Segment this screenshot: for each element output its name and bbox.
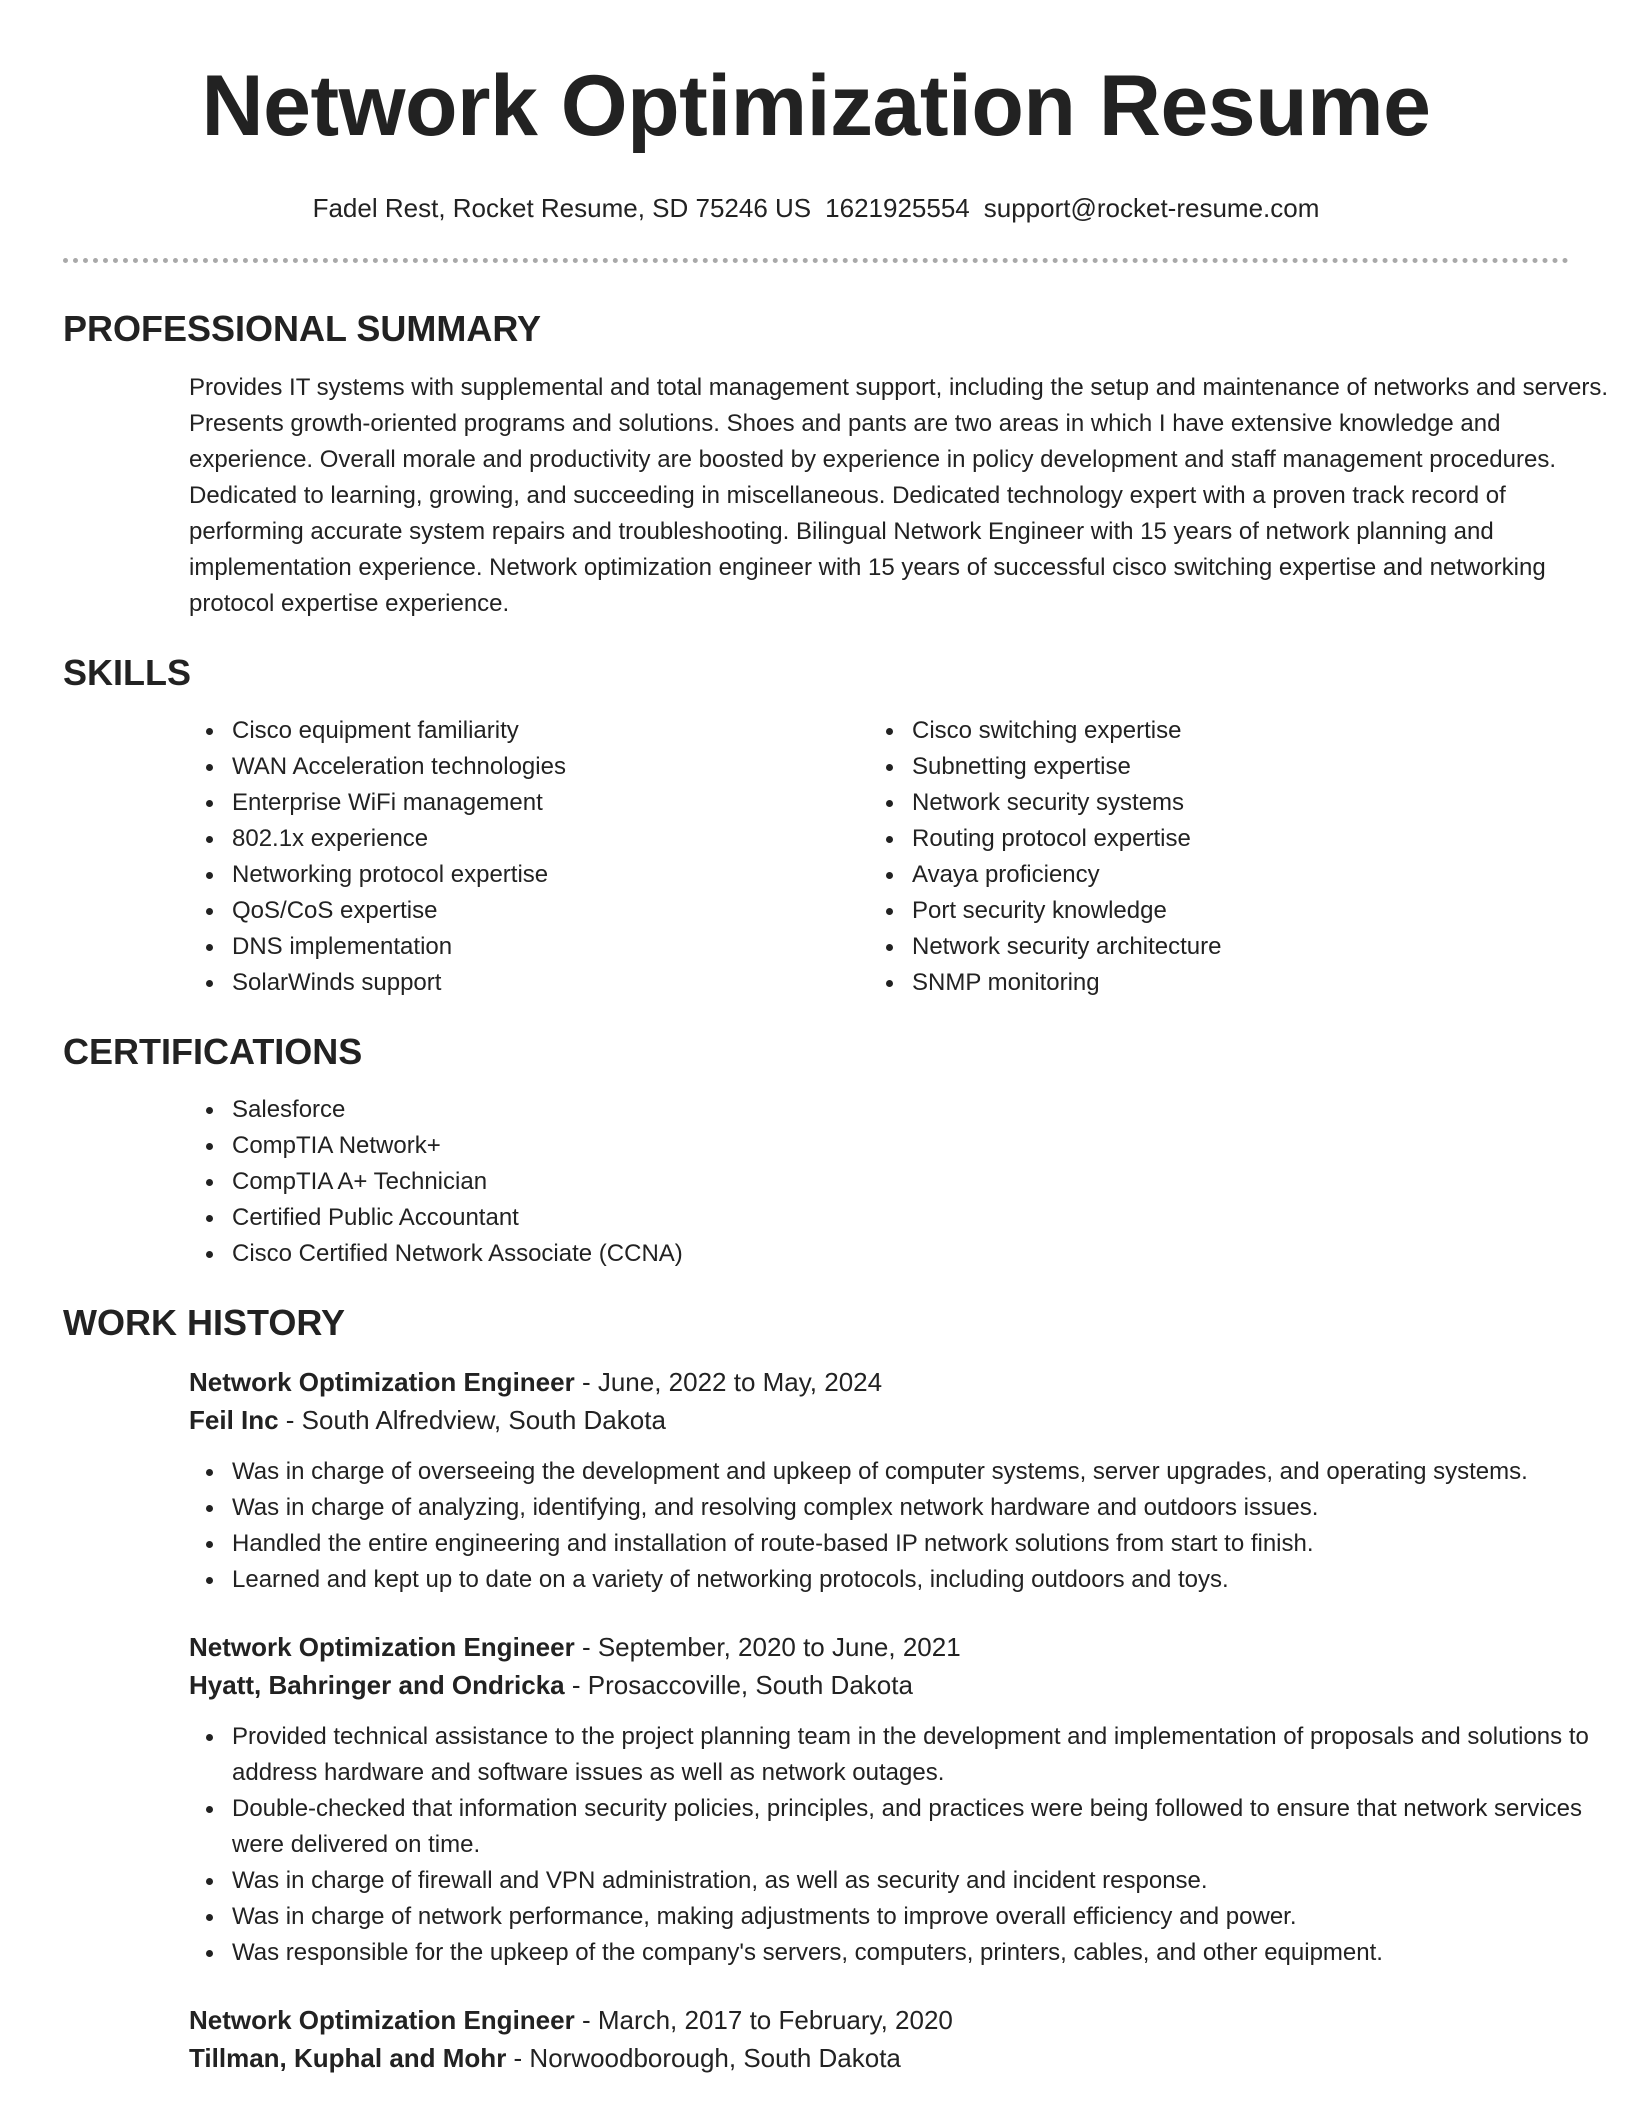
summary-heading: PROFESSIONAL SUMMARY	[63, 308, 542, 349]
job-location: - Norwoodborough, South Dakota	[506, 2043, 901, 2073]
job-title-line	[189, 2001, 1569, 2039]
certifications-list	[189, 1092, 1569, 1272]
skill-item: DNS implementation	[189, 929, 869, 965]
skill-item: Cisco switching expertise	[869, 713, 1549, 749]
certification-item: Certified Public Accountant	[189, 1200, 1569, 1236]
contact-phone: 1621925554	[825, 193, 970, 223]
contact-address: Fadel Rest, Rocket Resume, SD 75246 US	[312, 193, 812, 223]
certification-item: Cisco Certified Network Associate (CCNA)	[189, 1236, 1569, 1272]
skill-item: Network security systems	[869, 785, 1549, 821]
work-history-heading: WORK HISTORY	[63, 1302, 346, 1343]
skill-item: 802.1x experience	[189, 821, 869, 857]
skill-item: WAN Acceleration technologies	[189, 749, 869, 785]
job-company: Feil Inc	[189, 1405, 279, 1435]
job-title: Network Optimization Engineer	[189, 1632, 575, 1662]
skill-item: Avaya proficiency	[869, 857, 1549, 893]
skills-left-column	[189, 713, 869, 1001]
skill-item: Subnetting expertise	[869, 749, 1549, 785]
summary-text: Provides IT systems with supplemental and total management support, including the setup and maintenance of networks and servers. Presents growth-oriented programs and solutions. Shoes and pants are two areas in which I have extensive knowledge and experience. Overall morale and productivity are boosted by experience in policy development and staff management procedures. Dedicated to learning, growing, and succeeding in miscellaneous. Dedicated technology expert with a proven track record of performing accurate system repairs and troubleshooting. Bilingual Network Engineer with 15 years of network planning and implementation experience. Network optimization engineer with 15 years of successful cisco switching expertise and networking protocol expertise experience.	[189, 374, 1608, 617]
skill-item: Enterprise WiFi management	[189, 785, 869, 821]
skill-item: Cisco equipment familiarity	[189, 713, 869, 749]
job-bullet: Was responsible for the upkeep of the company's servers, computers, printers, cables, and other equipment.	[189, 1935, 1632, 1971]
job-bullet: Handled the entire engineering and installation of route-based IP network solutions from start to finish.	[189, 1526, 1632, 1562]
certification-item: CompTIA A+ Technician	[189, 1164, 1569, 1200]
job-entry	[189, 1363, 1569, 1598]
job-bullets	[189, 1454, 1632, 1598]
job-location: - Prosaccoville, South Dakota	[564, 1670, 913, 1700]
skills-heading: SKILLS	[63, 652, 192, 693]
job-location: - South Alfredview, South Dakota	[278, 1405, 666, 1435]
job-title-line	[189, 1628, 1569, 1666]
job-bullets	[189, 1719, 1632, 1971]
contact-email[interactable]: support@rocket-resume.com	[983, 193, 1320, 223]
job-entry	[189, 1628, 1589, 1971]
contact-line	[63, 192, 1569, 224]
job-dates: - September, 2020 to June, 2021	[574, 1632, 961, 1662]
job-title-line	[189, 1363, 1569, 1401]
job-bullet: Learned and kept up to date on a variety of networking protocols, including outdoors and toys.	[189, 1562, 1632, 1598]
job-bullet: Was in charge of network performance, making adjustments to improve overall efficiency and power.	[189, 1899, 1632, 1935]
skills-right-column	[869, 713, 1549, 1001]
skills-list	[189, 713, 1569, 1001]
skill-item: Network security architecture	[869, 929, 1549, 965]
skill-item: Routing protocol expertise	[869, 821, 1549, 857]
job-company: Hyatt, Bahringer and Ondricka	[189, 1670, 565, 1700]
certifications-heading: CERTIFICATIONS	[63, 1031, 363, 1072]
skill-item: SNMP monitoring	[869, 965, 1549, 1001]
job-title: Network Optimization Engineer	[189, 1367, 575, 1397]
job-bullet: Provided technical assistance to the project planning team in the development and implementation of proposals and solutions to address hardware and software issues as well as network outages.	[189, 1719, 1632, 1791]
job-company-line	[189, 1666, 1569, 1704]
job-company-line	[189, 1401, 1569, 1439]
skill-item: Port security knowledge	[869, 893, 1549, 929]
skill-item: Networking protocol expertise	[189, 857, 869, 893]
job-bullet: Was in charge of overseeing the development and upkeep of computer systems, server upgrades, and operating systems.	[189, 1454, 1632, 1490]
job-bullet: Was in charge of firewall and VPN administration, as well as security and incident response.	[189, 1863, 1632, 1899]
header-divider	[63, 258, 1569, 263]
skill-item: SolarWinds support	[189, 965, 869, 1001]
job-dates: - March, 2017 to February, 2020	[574, 2005, 953, 2035]
job-entry	[189, 2001, 1569, 2077]
certification-item: Salesforce	[189, 1092, 1569, 1128]
job-bullet: Double-checked that information security policies, principles, and practices were being followed to ensure that network services were delivered on time.	[189, 1791, 1632, 1863]
resume-name: Network Optimization Resume	[201, 58, 1431, 154]
job-dates: - June, 2022 to May, 2024	[574, 1367, 883, 1397]
job-title: Network Optimization Engineer	[189, 2005, 575, 2035]
skill-item: QoS/CoS expertise	[189, 893, 869, 929]
job-company-line	[189, 2039, 1569, 2077]
certification-item: CompTIA Network+	[189, 1128, 1569, 1164]
job-company: Tillman, Kuphal and Mohr	[189, 2043, 507, 2073]
job-bullet: Was in charge of analyzing, identifying, and resolving complex network hardware and outdoors issues.	[189, 1490, 1632, 1526]
